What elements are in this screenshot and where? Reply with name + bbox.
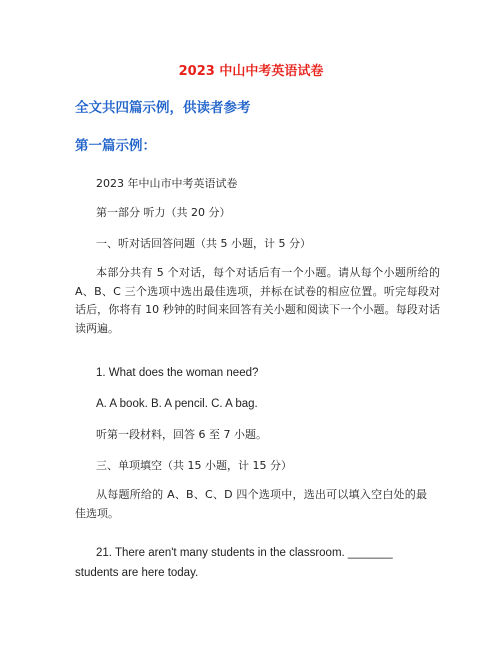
section-three-instructions: 从每题所给的 A、B、C、D 四个选项中，选出可以填入空白处的最佳选项。 [75,488,427,520]
question-1-options: A. A book. B. A pencil. C. A bag. [96,398,258,410]
section-three-label: 三、单项填空（共 15 小题，计 15 分） [96,459,292,472]
listening-instructions: 本部分共有 5 个对话，每个对话后有一个小题。请从每个小题所给的 A、B、C 三个选项中选出最佳选项，并标在试卷的相应位置。听完每段对话后，你将有 10 秒钟的时间来回答有关小题和阅读下一个小题。每段对话读两遍。 [75,266,440,335]
question-1: 1. What does the woman need? [96,367,259,379]
document-subtitle: 全文共四篇示例，供读者参考 [75,100,251,116]
section-heading: 第一篇示例： [75,138,156,154]
exam-name: 2023 年中山市中考英语试卷 [96,177,238,190]
question-21: 21. There aren't many students in the classroom. _______ students are here today. [75,547,393,579]
part-one-label: 第一部分 听力（共 20 分） [96,206,231,219]
section-one-label: 一、听对话回答问题（共 5 小题，计 5 分） [96,237,311,250]
listen-note: 听第一段材料，回答 6 至 7 小题。 [96,428,267,441]
document-title: 2023 中山中考英语试卷 [178,64,324,79]
